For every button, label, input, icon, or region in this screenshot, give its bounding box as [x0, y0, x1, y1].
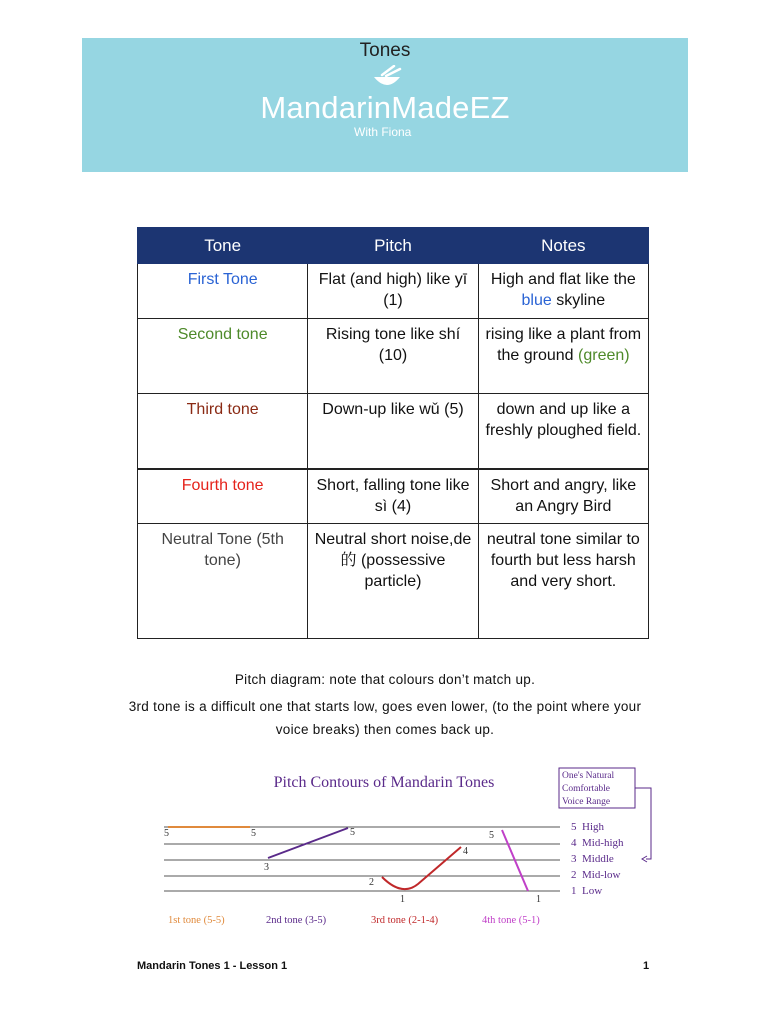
header-notes: Notes [478, 228, 648, 264]
level-number: 5 [571, 821, 577, 833]
voice-range-line: Voice Range [562, 797, 611, 807]
notes-color-word: (green) [578, 347, 630, 364]
tone-legend-label: 2nd tone (3-5) [266, 915, 327, 926]
point-label: 3 [264, 862, 269, 873]
page-title: Tones [359, 40, 411, 61]
tone-notes: Short and angry, like an Angry Bird [478, 469, 648, 524]
pitch-staff-lines [164, 827, 560, 891]
table-row [138, 394, 649, 469]
brand-subtitle: With Fiona [354, 125, 412, 139]
tone3-contour [382, 847, 461, 889]
header-pitch: Pitch [308, 228, 478, 264]
footer-lesson-title: Mandarin Tones 1 - Lesson 1 [137, 960, 288, 972]
tone-pitch: Short, falling tone like sì (4) [308, 469, 478, 524]
third-tone-explanation: 3rd tone is a difficult one that starts low, goes even lower, (to the point where your voice breaks) then comes back up. [128, 699, 642, 737]
point-label: 1 [400, 894, 405, 905]
point-label: 5 [489, 830, 494, 841]
tone-pitch: Flat (and high) like yī (1) [308, 264, 478, 319]
pitch-contour-diagram [150, 760, 670, 940]
tone-pitch: Down-up like wǔ (5) [308, 394, 478, 469]
point-label: 4 [463, 846, 468, 857]
pitch-diagram-caption: Pitch diagram: note that colours don’t match up. [234, 672, 536, 687]
header-banner [82, 38, 688, 172]
table-row [138, 264, 649, 319]
header-tone: Tone [138, 228, 308, 264]
table-row [138, 319, 649, 394]
point-label: 2 [369, 877, 374, 888]
page-number: 1 [643, 960, 650, 972]
range-bracket [635, 788, 651, 859]
notes-color-word: blue [521, 292, 552, 309]
notes-text: High and flat like the [490, 271, 636, 288]
voice-range-line: One's Natural [562, 771, 615, 781]
diagram-title: Pitch Contours of Mandarin Tones [273, 774, 495, 791]
tone-notes: neutral tone similar to fourth but less harsh and very short. [478, 523, 648, 638]
tone-legend-label: 1st tone (5-5) [168, 915, 225, 926]
tone-name: First Tone [138, 264, 308, 319]
point-label: 5 [350, 827, 355, 838]
level-label: Low [582, 885, 603, 897]
tone-name: Third tone [138, 394, 308, 469]
tones-table [137, 227, 649, 639]
level-label: High [582, 821, 604, 833]
table-row [138, 469, 649, 524]
bowl-chopsticks-icon [370, 65, 404, 91]
level-label: Middle [582, 853, 614, 865]
tone-name: Neutral Tone (5th tone) [138, 523, 308, 638]
tone-legend-label: 3rd tone (2-1-4) [371, 915, 439, 926]
notes-text: rising like a plant from the ground [485, 326, 642, 364]
tone-pitch: Rising tone like shí (10) [308, 319, 478, 394]
tone-legend-label: 4th tone (5-1) [482, 915, 540, 926]
table-header-row [138, 228, 649, 264]
notes-text-end: skyline [551, 292, 606, 309]
tone-notes: down and up like a freshly ploughed field. [478, 394, 648, 469]
brand-logo-text: MandarinMadeEZ [260, 90, 510, 125]
tone2-contour [268, 828, 348, 858]
level-label: Mid-low [582, 869, 621, 881]
level-label: Mid-high [582, 837, 624, 849]
level-number: 3 [571, 853, 577, 865]
tone-notes [478, 264, 648, 319]
tone-name: Fourth tone [138, 469, 308, 524]
level-number: 4 [571, 837, 577, 849]
tone-pitch: Neutral short noise,de 的 (possessive particle) [308, 523, 478, 638]
table-row [138, 523, 649, 638]
tone-notes [478, 319, 648, 394]
level-number: 2 [571, 869, 577, 881]
voice-range-line: Comfortable [562, 784, 611, 794]
point-label: 1 [536, 894, 541, 905]
point-label: 5 [164, 828, 169, 839]
point-label: 5 [251, 828, 256, 839]
level-number: 1 [571, 885, 577, 897]
tone-name: Second tone [138, 319, 308, 394]
